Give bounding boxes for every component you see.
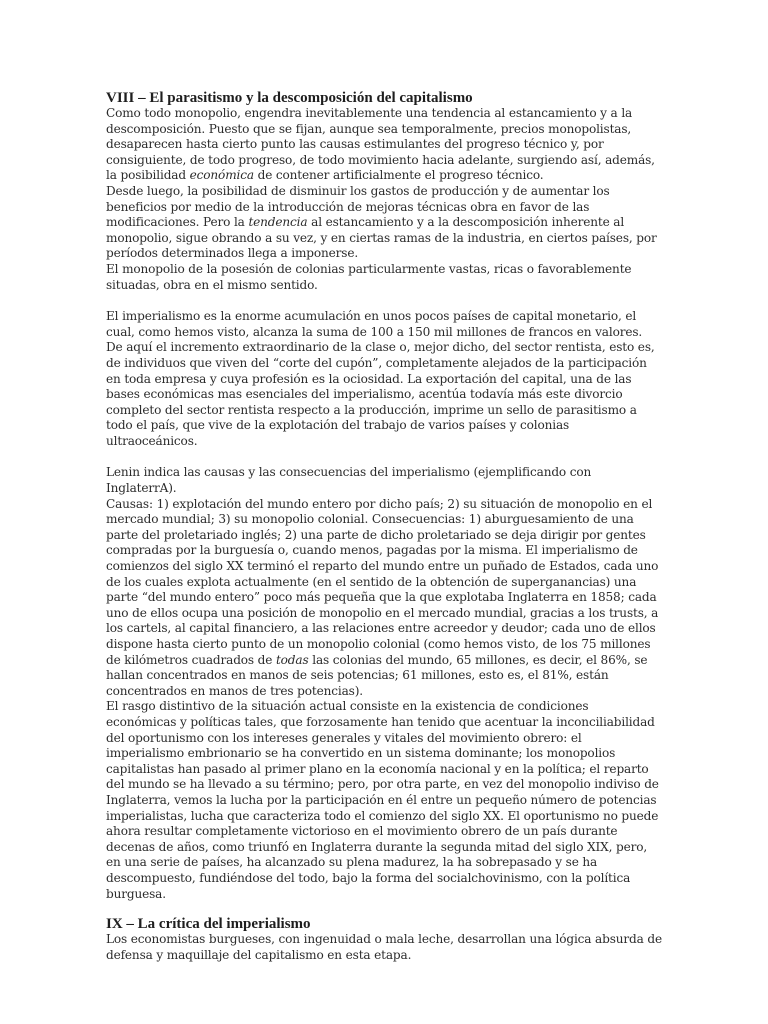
section-8-paragraph-2: Desde luego, la posibilidad de disminuir los gastos de producción y de aumentar los beneficios por medio de la introducción de mejoras técnicas obra en favor de las modificaciones. Pero la tendencia al estancamiento y a la descomposición inherente al monopolio, sigue obrando a su vez, y en ciertas ramas de la industria, en ciertos países, por períodos determinados llega a imponerse. (106, 183, 657, 261)
section-8-paragraph-5: Lenin indica las causas y las consecuencias del imperialismo (ejemplificando con InglaterrA). (106, 465, 592, 496)
section-8-paragraph-4: El imperialismo es la enorme acumulación en unos pocos países de capital monetario, el cual, como hemos visto, alcanza la suma de 100 a 150 mil millones de francos en valores. De aquí el incremento extraordinario de la clase o, mejor dicho, del sector rentista, esto es, de individuos que viven del “corte del cupón”, completamente alejados de la participación en toda empresa y cuya profesión es la ociosidad. La exportación del capital, una de las bases económicas mas esenciales del imperialismo, acentúa todavía más este divorcio completo del sector rentista respecto a la producción, imprime un sello de parasitismo a todo el país, que vive de la explotación del trabajo de varios países y colonias ultraoceánicos. (106, 309, 655, 448)
document-body (106, 90, 662, 963)
emphasis-tendencia: tendencia (248, 215, 308, 230)
section-8-paragraph-6: Causas: 1) explotación del mundo entero por dicho país; 2) su situación de monopolio en el mercado mundial; 3) su monopolio colonial. Consecuencias: 1) aburguesamiento de una parte del proletariado inglés; 2) una parte de dicho proletariado se deja dirigir por gentes compradas por la burguesía o, cuando menos, pagadas por la misma. El imperialismo de comienzos del siglo XX terminó el reparto del mundo entre un puñado de Estados, cada uno de los cuales explota actualmente (en el sentido de la obtención de superganancias) una parte “del mundo entero” poco más pequeña que la que explotaba Inglaterra en 1858; cada uno de ellos ocupa una posición de monopolio en el mercado mundial, gracias a los trusts, a los cartels, al capital financiero, a las relaciones entre acreedor y deudor; cada uno de ellos dispone hasta cierto punto de un monopolio colonial (como hemos visto, de los 75 millones de kilómetros cuadrados de todas las colonias del mundo, 65 millones, es decir, el 86%, se hallan concentrados en manos de seis potencias; 61 millones, esto es, el 81%, están concentrados en manos de tres potencias). (106, 496, 659, 698)
section-8-paragraph-3: El monopolio de la posesión de colonias particularmente vastas, ricas o favorablemente situadas, obra en el mismo sentido. (106, 261, 632, 292)
section-9-paragraph-1: Los economistas burgueses, con ingenuidad o mala leche, desarrollan una lógica absurda de defensa y maquillaje del capitalismo en esta etapa. (106, 932, 662, 962)
emphasis-economica: económica (189, 168, 254, 183)
section-9-title: IX – La crítica del imperialismo (106, 916, 311, 933)
emphasis-todas: todas (275, 652, 309, 667)
section-8-paragraph-1: Como todo monopolio, engendra inevitablemente una tendencia al estancamiento y a la descomposición. Puesto que se fijan, aunque sea temporalmente, precios monopolistas, desaparecen hasta cierto punto las causas estimulantes del progreso técnico y, por consiguiente, de todo progreso, de todo movimiento hacia adelante, surgiendo así, además, la posibilidad económica de contener artificialmente el progreso técnico. (106, 106, 655, 183)
section-8-paragraph-7: El rasgo distintivo de la situación actual consiste en la existencia de condiciones económicas y políticas tales, que forzosamente han tenido que acentuar la inconciliabilidad del oportunismo con los intereses generales y vitales del movimiento obrero: el imperialismo embrionario se ha convertido en un sistema dominante; los monopolios capitalistas han pasado al primer plano en la economía nacional y en la política; el reparto del mundo se ha llevado a su término; pero, por otra parte, en vez del monopolio indiviso de Inglaterra, vemos la lucha por la participación en él entre un pequeño número de potencias imperialistas, lucha que caracteriza todo el comienzo del siglo XX. El oportunismo no puede ahora resultar completamente victorioso en el movimiento obrero de un país durante decenas de años, como triunfó en Inglaterra durante la segunda mitad del siglo XIX, pero, en una serie de países, ha alcanzado su plena madurez, la ha sobrepasado y se ha descompuesto, fundiéndose del todo, bajo la forma del socialchovinismo, con la política burguesa. (106, 699, 659, 901)
section-8-title: VIII – El parasitismo y la descomposición del capitalismo (106, 90, 473, 106)
